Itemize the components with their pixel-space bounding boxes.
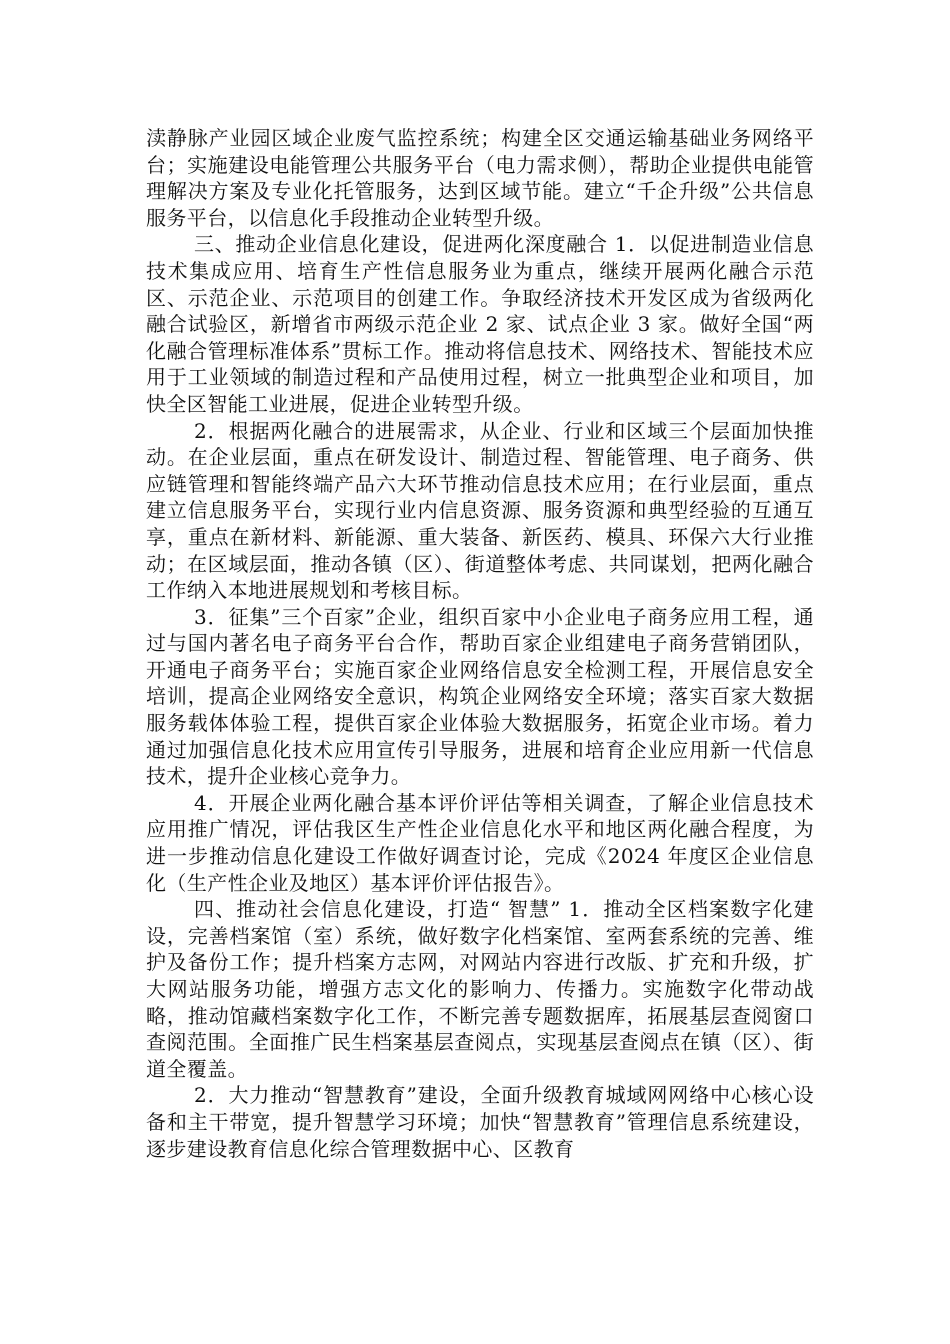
paragraph-section-3-item-4: 4．开展企业两化融合基本评价评估等相关调查，了解企业信息技术应用推广情况，评估我区生产性企业信息化水平和地区两化融合程度，为进一步推动信息化建设工作做好调查讨论，完成《2024 年度区企业信息化（生产性企业及地区）基本评价评估报告》。 <box>146 790 814 895</box>
paragraph-section-3-item-2: 2．根据两化融合的进展需求，从企业、行业和区域三个层面加快推动。在企业层面，重点在研发设计、制造过程、智能管理、电子商务、供应链管理和智能终端产品六大环节推动信息技术应用；在行业层面，重点建立信息服务平台，实现行业内信息资源、服务资源和典型经验的互通互享，重点在新材料、新能源、重大装备、新医药、模具、环保六大行业推动；在区域层面，推动各镇（区）、街道整体考虑、共同谋划，把两化融合工作纳入本地进展规划和考核目标。 <box>146 418 814 603</box>
paragraph-section-4-item-1: 四、推动社会信息化建设，打造“ 智慧” 1．推动全区档案数字化建设，完善档案馆（室）系统，做好数字化档案馆、室两套系统的完善、维护及备份工作；提升档案方志网，对网站内容进行改版、扩充和升级，扩大网站服务功能，增强方志文化的影响力、传播力。实施数字化带动战略，推动馆藏档案数字化工作，不断完善专题数据库，拓展基层查阅窗口查阅范围。全面推广民生档案基层查阅点，实现基层查阅点在镇（区）、街道全覆盖。 <box>146 897 814 1081</box>
paragraph-continuation: 渎静脉产业园区域企业废气监控系统；构建全区交通运输基础业务网络平台；实施建设电能管理公共服务平台（电力需求侧），帮助企业提供电能管理解决方案及专业化托管服务，达到区域节能。建立“千企升级”公共信息服务平台，以信息化手段推动企业转型升级。 <box>146 126 814 230</box>
document-body <box>146 125 814 1162</box>
paragraph-section-3-item-3: 3．征集”三个百家”企业，组织百家中小企业电子商务应用工程，通过与国内著名电子商务平台合作，帮助百家企业组建电子商务营销团队，开通电子商务平台；实施百家企业网络信息安全检测工程，开展信息安全培训，提高企业网络安全意识，构筑企业网络安全环境；落实百家大数据服务载体体验工程，提供百家企业体验大数据服务，拓宽企业市场。着力通过加强信息化技术应用宣传引导服务，进展和培育企业应用新一代信息技术，提升企业核心竞争力。 <box>146 604 814 789</box>
paragraph-section-4-item-2: 2．大力推动“智慧教育”建设，全面升级教育城域网网络中心核心设备和主干带宽，提升智慧学习环境；加快“智慧教育”管理信息系统建设，逐步建设教育信息化综合管理数据中心、区教育 <box>146 1083 814 1161</box>
paragraph-section-3-item-1: 三、推动企业信息化建设，促进两化深度融合 1．以促进制造业信息技术集成应用、培育生产性信息服务业为重点，继续开展两化融合示范区、示范企业、示范项目的创建工作。争取经济技术开发区成为省级两化融合试验区，新增省市两级示范企业 2 家、试点企业 3 家。做好全国“两化融合管理标准体系”贯标工作。推动将信息技术、网络技术、智能技术应用于工业领域的制造过程和产品使用过程，树立一批典型企业和项目，加快全区智能工业进展，促进企业转型升级。 <box>146 232 814 416</box>
